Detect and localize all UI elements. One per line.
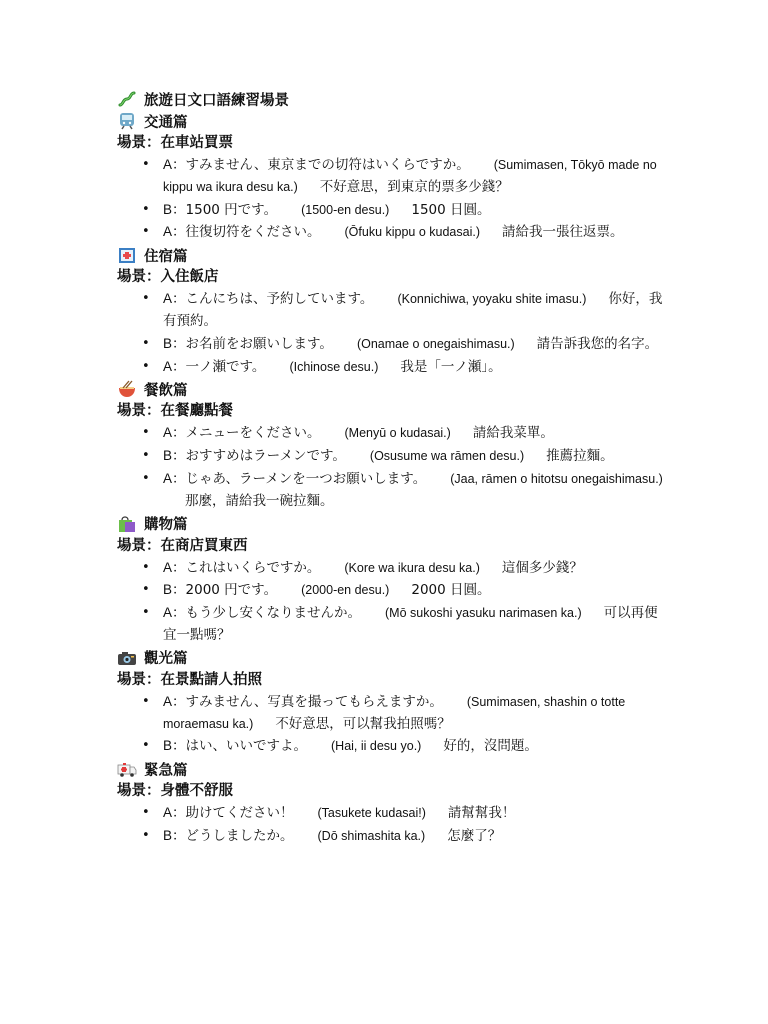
japanese-text: お名前をお願いします。 xyxy=(185,335,333,352)
section-sightseeing xyxy=(117,647,677,758)
romaji-text: (Osusume wa rāmen desu.) xyxy=(369,449,525,464)
document-title-text: 旅遊日文口語練習場景 xyxy=(144,92,289,109)
section-heading-text: 觀光篇 xyxy=(144,651,188,668)
chinese-text: 不好意思，到東京的票多少錢？ xyxy=(319,178,509,195)
dialogue-line xyxy=(117,735,677,758)
romaji-text: (Sumimasen, shashin o totte moraemasu ka.) xyxy=(163,694,626,731)
romaji-text: (Konnichiwa, yoyaku shite imasu.) xyxy=(397,292,587,307)
romaji-text: (Tasukete kudasai!) xyxy=(317,806,426,821)
section-heading-text: 住宿篇 xyxy=(144,248,188,265)
chinese-text: 不好意思，可以幫我拍照嗎？ xyxy=(275,715,451,732)
scene-label: 場景：在車站買票 xyxy=(117,135,233,151)
speaker: B： xyxy=(163,335,186,351)
scene-label: 場景：在餐廳點餐 xyxy=(117,403,233,420)
romaji-text: (2000-en desu.) xyxy=(301,583,390,598)
section-heading-text: 餐飲篇 xyxy=(144,382,188,399)
dialogue-line xyxy=(117,445,677,468)
section-transport xyxy=(117,110,677,244)
shopping-bag-icon xyxy=(117,515,137,533)
railway-track-icon xyxy=(117,90,137,108)
section-heading xyxy=(117,647,677,669)
romaji-text: (Dō shimashita ka.) xyxy=(317,828,426,843)
speaker: B： xyxy=(163,827,186,843)
chinese-text: 這個多少錢？ xyxy=(501,559,583,576)
chinese-text: 可以再便宜一點嗎？ xyxy=(163,605,658,643)
hotel-icon xyxy=(117,246,137,264)
camera-icon xyxy=(117,649,137,667)
japanese-text: すみません、東京までの切符はいくらですか。 xyxy=(185,157,470,173)
speaker: A： xyxy=(163,605,186,621)
speaker: A： xyxy=(163,425,186,441)
speaker: A： xyxy=(163,805,186,821)
speaker: B： xyxy=(163,448,186,464)
japanese-text: 往復切符をください。 xyxy=(185,224,321,241)
dialogue-line xyxy=(117,579,677,602)
scene-label: 場景：入住飯店 xyxy=(117,269,219,286)
japanese-text: すみません、写真を撮ってもらえますか。 xyxy=(185,693,443,710)
dialogue-line xyxy=(117,422,677,445)
romaji-text: (1500-en desu.) xyxy=(301,202,390,217)
section-emergency xyxy=(117,758,677,848)
dialogue-line xyxy=(117,802,677,825)
chinese-text: 1500 日圓。 xyxy=(411,201,491,218)
speaker: A： xyxy=(163,559,186,575)
dialogue-list xyxy=(117,557,677,647)
section-heading xyxy=(117,758,677,780)
japanese-text: もう少し安くなりませんか。 xyxy=(185,605,362,622)
speaker: A： xyxy=(163,693,186,709)
dialogue-list xyxy=(117,422,677,512)
scene-label: 場景：身體不舒服 xyxy=(117,783,233,800)
speaker: A： xyxy=(163,291,186,307)
speaker: B： xyxy=(163,582,186,598)
japanese-text: おすすめはラーメンです。 xyxy=(185,448,346,465)
japanese-text: じゃあ、ラーメンを一つお願いします。 xyxy=(185,470,427,487)
section-dining xyxy=(117,378,677,512)
document-title xyxy=(117,88,677,110)
ambulance-icon xyxy=(117,760,137,778)
chinese-text: 我是「一ノ瀬」。 xyxy=(400,358,502,375)
speaker: A： xyxy=(163,470,186,486)
speaker: A： xyxy=(163,358,186,374)
japanese-text: 1500 円です。 xyxy=(185,201,278,218)
dialogue-line xyxy=(117,221,677,244)
section-heading xyxy=(117,244,677,266)
speaker: B： xyxy=(163,201,186,217)
dialogue-line xyxy=(117,333,677,356)
sections xyxy=(117,110,677,848)
romaji-text: (Ōfuku kippu o kudasai.) xyxy=(344,225,481,240)
chinese-text: 請給我菜單。 xyxy=(472,425,554,442)
chinese-text: 怎麼了？ xyxy=(447,827,502,844)
romaji-text: (Jaa, rāmen o hitotsu onegaishimasu.) xyxy=(450,471,663,486)
romaji-text: (Onamae o onegaishimasu.) xyxy=(356,336,515,351)
japanese-text: 助けてください！ xyxy=(185,805,294,822)
dialogue-line xyxy=(117,468,677,513)
section-heading xyxy=(117,110,677,132)
chinese-text: 2000 日圓。 xyxy=(411,582,491,599)
dialogue-line xyxy=(117,691,677,736)
scene-label: 場景：在景點請人拍照 xyxy=(117,671,262,688)
chinese-text: 推薦拉麵。 xyxy=(546,448,614,465)
section-heading-text: 交通篇 xyxy=(144,114,188,131)
romaji-text: (Sumimasen, Tōkyō made no kippu wa ikura desu ka.) xyxy=(163,158,657,194)
train-icon xyxy=(117,112,137,130)
section-heading xyxy=(117,378,677,400)
romaji-text: (Hai, ii desu yo.) xyxy=(331,739,422,754)
dialogue-line xyxy=(117,288,677,333)
dialogue-line xyxy=(117,825,677,848)
dialogue-line xyxy=(117,356,677,379)
dialogue-list xyxy=(117,154,677,244)
romaji-text: (Menyū o kudasai.) xyxy=(344,426,451,441)
dialogue-line xyxy=(117,602,677,647)
section-lodging xyxy=(117,244,677,378)
section-heading xyxy=(117,513,677,535)
chinese-text: 請告訴我您的名字。 xyxy=(536,335,659,352)
section-heading-text: 購物篇 xyxy=(144,517,188,534)
section-heading-text: 緊急篇 xyxy=(144,762,188,779)
japanese-text: 2000 円です。 xyxy=(185,582,278,599)
japanese-text: これはいくらですか。 xyxy=(185,559,321,576)
dialogue-line xyxy=(117,557,677,580)
dialogue-line xyxy=(117,199,677,222)
dialogue-line xyxy=(117,154,677,199)
chinese-text: 好的，沒問題。 xyxy=(443,738,538,755)
ramen-icon xyxy=(117,380,137,398)
chinese-text: 那麼，請給我一碗拉麵。 xyxy=(185,492,334,509)
section-shopping xyxy=(117,513,677,647)
speaker: B： xyxy=(163,738,186,754)
speaker: A： xyxy=(163,157,186,172)
chinese-text: 請幫幫我！ xyxy=(447,805,516,822)
romaji-text: (Kore wa ikura desu ka.) xyxy=(344,560,480,575)
japanese-text: どうしましたか。 xyxy=(185,827,294,844)
chinese-text: 請給我一張往返票。 xyxy=(502,224,624,241)
speaker: A： xyxy=(163,224,186,240)
romaji-text: (Mō sukoshi yasuku narimasen ka.) xyxy=(385,606,582,621)
japanese-text: メニューをください。 xyxy=(185,425,321,442)
dialogue-list xyxy=(117,288,677,378)
japanese-text: こんにちは、予約しています。 xyxy=(185,291,374,308)
chinese-text: 你好，我有預約。 xyxy=(163,291,663,329)
japanese-text: はい、いいですよ。 xyxy=(185,738,308,755)
dialogue-list xyxy=(117,802,677,848)
romaji-text: (Ichinose desu.) xyxy=(289,359,379,374)
scene-label: 場景：在商店買東西 xyxy=(117,537,248,554)
dialogue-list xyxy=(117,691,677,758)
document xyxy=(117,88,677,848)
japanese-text: 一ノ瀬です。 xyxy=(185,358,266,375)
